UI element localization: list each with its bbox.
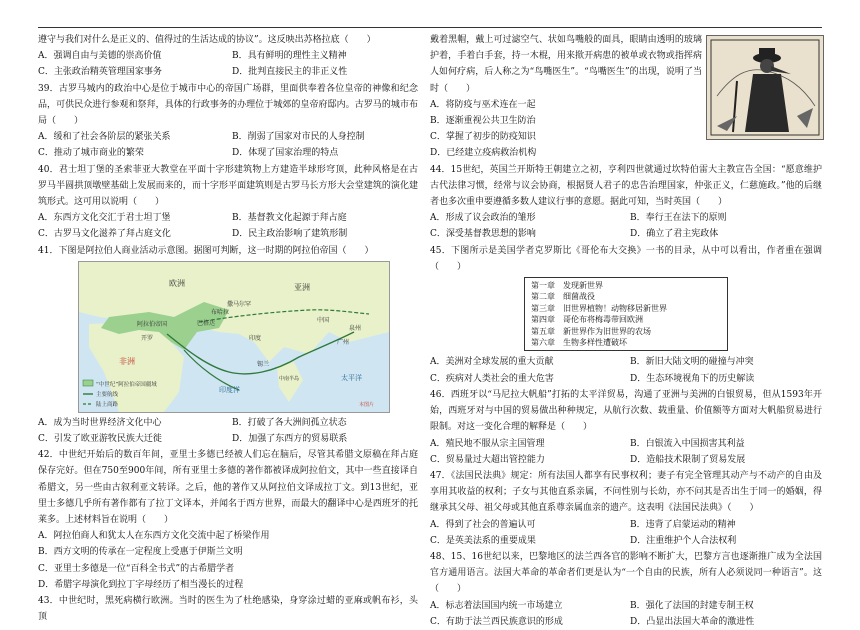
map-label-china: 中国 xyxy=(317,316,330,324)
right-column xyxy=(430,32,822,630)
map-label-africa: 非洲 xyxy=(119,356,135,366)
option-a[interactable]: A．得到了社会的普遍认可 xyxy=(430,519,536,530)
header-rule xyxy=(38,27,822,28)
option-b[interactable]: B．基督教文化起源于拜占庭 xyxy=(232,213,347,224)
prev-options xyxy=(38,48,418,80)
option-c[interactable]: C．掌握了初步的防疫知识 xyxy=(430,132,536,143)
q42-options xyxy=(38,528,418,593)
prev-question-tail: 遵守与我们对什么是正义的、值得过的生活达成的协议”。这反映出苏格拉底（ ） xyxy=(38,35,376,45)
option-a[interactable]: A．东西方文化交汇于君士坦丁堡 xyxy=(38,213,171,224)
option-d[interactable]: D．体现了国家治理的特点 xyxy=(232,148,339,159)
map-label-indian-ocean: 印度洋 xyxy=(219,385,240,394)
option-b[interactable]: B．西方文明的传承在一定程度上受惠于伊斯兰文明 xyxy=(38,547,243,558)
q43-stem: 43．中世纪时，黑死病横行欧洲。当时的医生为了杜绝感染，身穿涂过蜡的亚麻或帆布衫，头顶 xyxy=(38,596,418,623)
option-d[interactable]: D．凸显出法国大革命的激进性 xyxy=(630,616,755,627)
option-c[interactable]: C．疾病对人类社会的重大危害 xyxy=(430,373,554,384)
option-c[interactable]: C．是英美法系的重要成果 xyxy=(430,535,536,546)
option-b[interactable]: B．具有鲜明的理性主义精神 xyxy=(232,51,347,62)
q42-stem: 42．中世纪开始后的数百年间，亚里士多德已经被人们忘在脑后，尽管其希腊文原稿在拜占庭保存完好。但在750至900年间，所有亚里士多德的著作都被译成阿拉伯文，其中一些直接译自希腊文，另一些由古叙利亚文转译。之后，他的著作又从阿拉伯文译成拉丁文。到13世纪，亚里士多德几乎所有著作都有了拉丁文译本，并闻名于西方世界，而最大的翻译中心是西班牙的托莱多。上述材料旨在说明（ ） xyxy=(38,450,418,526)
map-label-pacific: 太平洋 xyxy=(341,373,362,382)
toc-chapter-6: 第六章 生物多样性遭破坏 xyxy=(531,338,627,348)
option-a[interactable]: A．将防疫与巫术连在一起 xyxy=(430,99,536,110)
toc-chapter-2: 第二章 细菌战役 xyxy=(531,292,595,302)
map-label-bukhara: 布哈拉 xyxy=(211,308,230,316)
option-a[interactable]: A．殖民地不服从宗主国管理 xyxy=(430,438,545,449)
option-d[interactable]: D．生态环境视角下的历史解读 xyxy=(630,373,755,384)
q44-options xyxy=(430,210,822,242)
option-a[interactable]: A．阿拉伯商人和犹太人在东西方文化交流中起了桥梁作用 xyxy=(38,531,270,542)
map-label-guangzhou: 广州 xyxy=(337,338,350,346)
map-label-quanzhou: 泉州 xyxy=(349,324,362,332)
map-label-india: 印度 xyxy=(249,334,262,342)
option-b[interactable]: B．新旧大陆文明的碰撞与冲突 xyxy=(630,357,754,368)
option-c[interactable]: C．推动了城市商业的繁荣 xyxy=(38,148,144,159)
left-column xyxy=(38,32,418,625)
legend-sea-route: 主要航线 xyxy=(96,391,119,398)
option-b[interactable]: B．奉行王在法下的原则 xyxy=(630,213,727,224)
option-c[interactable]: C．主张政治精英管理国家事务 xyxy=(38,67,162,78)
map-label-arab-empire: 阿拉伯帝国 xyxy=(137,320,168,328)
option-c[interactable]: C．有助于法兰西民族意识的形成 xyxy=(430,616,563,627)
option-c[interactable]: C．古罗马文化滋养了拜占庭文化 xyxy=(38,229,171,240)
option-c[interactable]: C．引发了欧亚游牧民族大迁徙 xyxy=(38,434,162,445)
q48-options xyxy=(430,598,822,630)
map-footer: 本图片 xyxy=(359,401,375,408)
toc-chapter-5: 第五章 新世界作为旧世界的农场 xyxy=(531,326,651,336)
q41-options xyxy=(38,415,418,447)
map-label-samarkand: 撒马尔罕 xyxy=(227,300,252,308)
q48-stem: 48、15、16世纪以来，巴黎地区的法兰西各官的影响不断扩大，巴黎方言也逐渐推广成为全法国官方通用语言。法国大革命的革命者们更是认为“一个自由的民族，所有人必须说同一种语言”。这（ ） xyxy=(430,551,822,595)
option-d[interactable]: D．加强了东西方的贸易联系 xyxy=(232,434,348,445)
option-b[interactable]: B．白银流入中国损害其利益 xyxy=(630,438,745,449)
option-b[interactable]: B．打破了各大洲间孤立状态 xyxy=(232,417,347,428)
q45-options xyxy=(430,354,822,386)
q40-options xyxy=(38,210,418,242)
option-b[interactable]: B．违背了启蒙运动的精神 xyxy=(630,519,736,530)
q39-stem: 39．古罗马城内的政治中心是位于城市中心的帝国广场群，里面供奉着各位皇帝的神像和纪念品，可供民众进行参观和祭拜，具体的行政事务的办理位于城郊的皇帝府邸内。古罗马的城市布局（ ） xyxy=(38,83,418,127)
arab-trade-map xyxy=(78,261,390,413)
option-a[interactable]: A．美洲对全球发展的重大贡献 xyxy=(430,357,554,368)
map-label-cairo: 开罗 xyxy=(141,334,154,342)
legend-empire: “中世纪”阿拉伯帝国疆域 xyxy=(96,381,157,388)
option-d[interactable]: D．已经建立疫病救治机构 xyxy=(430,148,537,159)
option-b[interactable]: B．削弱了国家对市民的人身控制 xyxy=(232,132,365,143)
option-d[interactable]: D．注重维护个人合法权利 xyxy=(630,535,737,546)
q46-options xyxy=(430,436,822,468)
option-d[interactable]: D．民主政治影响了建筑形制 xyxy=(232,229,348,240)
option-d[interactable]: D．确立了君主宪政体 xyxy=(630,229,719,240)
book-table-of-contents xyxy=(524,277,728,351)
q41-stem: 41．下图是阿拉伯人商业活动示意图。据图可判断，这一时期的阿拉伯帝国（ ） xyxy=(38,245,374,256)
legend-swatch-empire xyxy=(83,380,93,386)
toc-chapter-1: 第一章 发现新世界 xyxy=(531,281,603,291)
option-d[interactable]: D．希腊字母演化到拉丁字母经历了相当漫长的过程 xyxy=(38,579,244,590)
option-b[interactable]: B．逐渐重视公共卫生防治 xyxy=(430,116,536,127)
q46-stem: 46．西班牙以“马尼拉大帆船”打拓的太平洋贸易，沟通了亚洲与美洲的白银贸易，但从1593年开始，西班牙对与中国的贸易做出种种规定，从航行次数、载重量、价值额等方面对大帆船贸易进行限制。对这一变化合理的解释是（ ） xyxy=(430,389,822,433)
option-a[interactable]: A．缓和了社会各阶层的紧张关系 xyxy=(38,132,171,143)
option-d[interactable]: D．批判直接民主的非正义性 xyxy=(232,67,348,78)
q44-stem: 44．15世纪，英国兰开斯特王朝建立之初，亨利四世就通过坎特伯雷大主教宣告全国：“愿意维护古代法律习惯，经常与议会协商，根据贤人君子的忠告治理国家，仲张正义，仁慈施政。”他的后继者也多次重申要遵循多数人建议行事的意愿。据此可知，当时英国（ ） xyxy=(430,164,822,208)
option-a[interactable]: A．形成了议会政治的雏形 xyxy=(430,213,536,224)
q43-continuation: 戴着黑帽，戴上可过滤空气、状如鸟嘴般的面具，眼睛由透明的玻璃护着，手着白手套，持一木棍，用来揿开病患的被单或衣物或指挥病人如何疗病，后人称之为“鸟嘴医生”。“鸟嘴医生”的出现，说明了当时（ ） xyxy=(430,35,702,94)
option-a[interactable]: A．标志着法国国内统一市场建立 xyxy=(430,600,563,611)
map-label-europe: 欧洲 xyxy=(169,278,185,288)
map-label-ceylon: 锡兰 xyxy=(257,360,270,368)
map-label-asia: 亚洲 xyxy=(294,282,310,292)
q40-stem: 40．君士坦丁堡的圣索菲亚大教堂在平面十字形建筑物上方建造半球形穹顶，此种风格是在古罗马半圆拱顶墩壁基础上发展而来的，而十字形平面建筑则是古罗马长方形大会堂建筑的演化建筑形式。这可用以说明（ ） xyxy=(38,164,418,208)
q45-stem: 45．下图所示是美国学者克罗斯比《哥伦布大交换》一书的目录，从中可以看出，作者重在强调（ ） xyxy=(430,245,822,272)
option-a[interactable]: A．强调自由与美德的崇高价值 xyxy=(38,51,162,62)
toc-chapter-4: 第四章 哥伦布将梅毒带回欧洲 xyxy=(531,315,643,325)
option-a[interactable]: A．成为当时世界经济文化中心 xyxy=(38,417,162,428)
option-d[interactable]: D．造船技术限制了贸易发展 xyxy=(630,454,746,465)
option-c[interactable]: C．亚里士多德是一位“百科全书式”的古希腊学者 xyxy=(38,563,235,574)
toc-chapter-3: 第三章 旧世界植物！动物移居新世界 xyxy=(531,303,667,313)
option-c[interactable]: C．深受基督教思想的影响 xyxy=(430,229,536,240)
q47-options xyxy=(430,517,822,549)
q39-options xyxy=(38,129,418,161)
legend-land-route: 陆上商路 xyxy=(96,401,119,408)
map-label-indochina: 中南半岛 xyxy=(279,375,300,382)
q47-stem: 47．《法国民法典》规定：所有法国人都享有民事权利；妻子有完全管理其动产与不动产的自由及享用其收益的权利；子女与其他直系亲属，不问性别与长幼，亦不问其是否出生于同一的婚姻，得继承其父母、祖父母或其他直系尊亲属血亲的遗产。这表明《法国民法典》（ ） xyxy=(430,470,822,514)
q43-options xyxy=(430,97,702,162)
option-c[interactable]: C．贸易量过大超出管控能力 xyxy=(430,454,545,465)
map-svg xyxy=(79,262,389,412)
option-b[interactable]: B．强化了法国的封建专制王权 xyxy=(630,600,754,611)
map-label-baghdad: 巴格达 xyxy=(197,319,216,327)
